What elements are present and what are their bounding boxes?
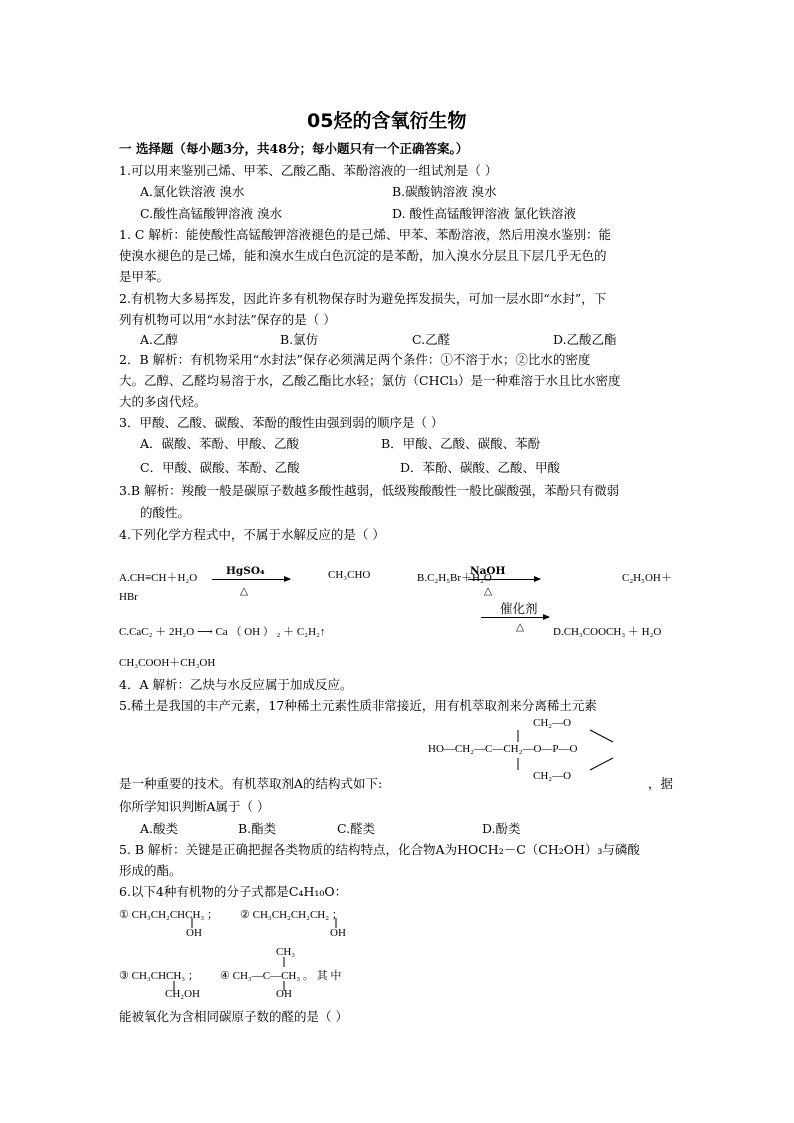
- q6-oh-4: OH: [276, 988, 292, 1000]
- q6-question-tail: 能被氧化为含相同碳原子数的醛的是（ ）: [119, 1009, 348, 1024]
- q1-explanation-3: 是甲苯。: [119, 269, 170, 284]
- q4-b-catalyst: NaOH: [470, 565, 506, 577]
- q4-b-arrow: [468, 579, 540, 580]
- q4-c-equation: C.CaC₂ ＋ 2H₂O ⟶ Ca （ OH ） ₂ ＋ C₂H₂↑: [119, 626, 326, 638]
- q6-oh-2: OH: [330, 927, 346, 939]
- q5-explanation-2: 形成的酯。: [119, 863, 182, 878]
- q3-option-c: C．甲酸、碳酸、苯酚、乙酸: [140, 460, 300, 475]
- q2-explanation-2: 大。乙醇、乙醛均易溶于水，乙酸乙酯比水轻；氯仿（CHCl₃）是一种难溶于水且比水密度: [119, 373, 621, 388]
- q2-option-d: D.乙酸乙酯: [553, 332, 617, 347]
- q5-struct-top: CH₂—O: [533, 717, 572, 729]
- q1-explanation-1: 1. C 解析：能使酸性高锰酸钾溶液褪色的是己烯、甲苯、苯酚溶液，然后用溴水鉴别：能: [119, 227, 611, 242]
- q2-option-b: B.氯仿: [280, 332, 319, 347]
- q3-option-a: A．碳酸、苯酚、甲酸、乙酸: [140, 436, 300, 451]
- q2-stem-1: 2.有机物大多易挥发，因此许多有机物保存时为避免挥发损失，可加一层水即“水封”，下: [119, 291, 607, 306]
- q4-b-heat: △: [484, 585, 493, 597]
- q1-option-d: D. 酸性高锰酸钾溶液 氯化铁溶液: [392, 206, 576, 221]
- q3-stem: 3．甲酸、乙酸、碳酸、苯酚的酸性由强到弱的顺序是（ ）: [119, 415, 444, 430]
- q2-option-a: A.乙醇: [140, 332, 179, 347]
- q6-structure-4: ④ CH₃—C—CH₃ 。 其 中: [220, 970, 342, 982]
- q6-structure-2: ② CH₃CH₂CH₂CH₂ ；: [240, 909, 343, 921]
- q5-struct-bottom: CH₂—O: [533, 770, 572, 782]
- q4-stem: 4.下列化学方程式中，不属于水解反应的是（ ）: [119, 527, 385, 542]
- q1-option-c: C.酸性高锰酸钾溶液 溴水: [140, 206, 283, 221]
- q5-option-d: D.酚类: [482, 821, 521, 836]
- q4-d-product: CH₃COOH＋CH₃OH: [119, 657, 216, 669]
- q4-b-product: C₂H₅OH＋: [622, 572, 672, 584]
- q4-a-reactants: A.CH≡CH＋H₂O: [119, 572, 198, 584]
- q5-option-b: B.酯类: [238, 821, 277, 836]
- q5-stem-3: 你所学知识判断A属于（ ）: [119, 799, 270, 814]
- q4-d-arrow: [481, 617, 549, 618]
- q6-stem: 6.以下4种有机物的分子式都是C₄H₁₀O：: [119, 884, 348, 899]
- section-heading: 一 选择题（每小题3分，共48分；每小题只有一个正确答案。）: [119, 141, 469, 156]
- q1-explanation-2: 使溴水褪色的是己烯，能和溴水生成白色沉淀的是苯酚，加入溴水分层且下层几乎无色的: [119, 248, 607, 263]
- q5-stem-1: 5.稀土是我国的丰产元素，17种稀土元素性质非常接近，用有机萃取剂来分离稀土元素: [119, 698, 597, 713]
- page-title: 05烃的含氧衍生物: [307, 110, 467, 132]
- q6-structure-3: ③ CH₃CHCH₃ ；: [119, 970, 199, 982]
- q4-a-product: CH₃CHO: [328, 569, 371, 581]
- q3-explanation-2: 的酸性。: [140, 505, 191, 520]
- q3-option-b: B．甲酸、乙酸、碳酸、苯酚: [381, 436, 541, 451]
- q6-structure-1: ① CH₃CH₂CHCH₃ ；: [119, 909, 218, 921]
- q5-option-a: A.酸类: [140, 821, 179, 836]
- q5-stem-2: 是一种重要的技术。有机萃取剂A的结构式如下:: [119, 776, 383, 791]
- q4-explanation: 4．A 解析：乙炔与水反应属于加成反应。: [119, 677, 353, 692]
- q5-option-c: C.醛类: [337, 821, 376, 836]
- q1-option-a: A.氯化铁溶液 溴水: [140, 184, 245, 199]
- q4-a-arrow: [212, 579, 290, 580]
- q6-oh-1: OH: [186, 927, 202, 939]
- q4-a-catalyst: HgSO₄: [226, 565, 265, 577]
- q1-option-b: B.碳酸钠溶液 溴水: [392, 184, 497, 199]
- q3-option-d: D．苯酚、碳酸、乙酸、甲酸: [400, 460, 561, 475]
- q4-d-heat: △: [516, 621, 525, 633]
- q5-struct-bonds: [500, 722, 650, 778]
- q4-b-reactants: B.C₂H₅Br＋H₂O: [417, 572, 492, 584]
- q4-d-catalyst: 催化剂: [500, 601, 538, 616]
- q6-ch3-top: CH₃: [276, 946, 296, 958]
- q4-a-heat: △: [240, 585, 249, 597]
- q1-stem: 1.可以用来鉴别己烯、甲苯、乙酸乙酯、苯酚溶液的一组试剂是（ ）: [119, 163, 498, 178]
- q2-option-c: C.乙醛: [412, 332, 451, 347]
- q5-struct-main: HO—CH₂—C—CH₂—O—P—O: [428, 743, 578, 755]
- q4-b-product-tail: HBr: [119, 591, 138, 603]
- q2-explanation-3: 大的多卤代烃。: [119, 394, 207, 409]
- q4-d-reactants: D.CH₃COOCH₃ ＋ H₂O: [553, 626, 662, 638]
- q2-explanation-1: 2．B 解析：有机物采用“水封法”保存必须满足两个条件：①不溶于水；②比水的密度: [119, 352, 591, 367]
- q3-explanation-1: 3.B 解析：羧酸一般是碳原子数越多酸性越弱，低级羧酸酸性一般比碳酸强，苯酚只有微弱: [119, 483, 620, 498]
- q2-stem-2: 列有机物可以用“水封法”保存的是（ ）: [119, 312, 336, 327]
- q5-explanation-1: 5. B 解析：关键是正确把握各类物质的结构特点，化合物A为HOCH₂－C（CH₂OH）₃与磷酸: [119, 842, 640, 857]
- q5-stem-2-end: ，据: [648, 776, 674, 791]
- q6-ch2oh: CH₂OH: [165, 988, 201, 1000]
